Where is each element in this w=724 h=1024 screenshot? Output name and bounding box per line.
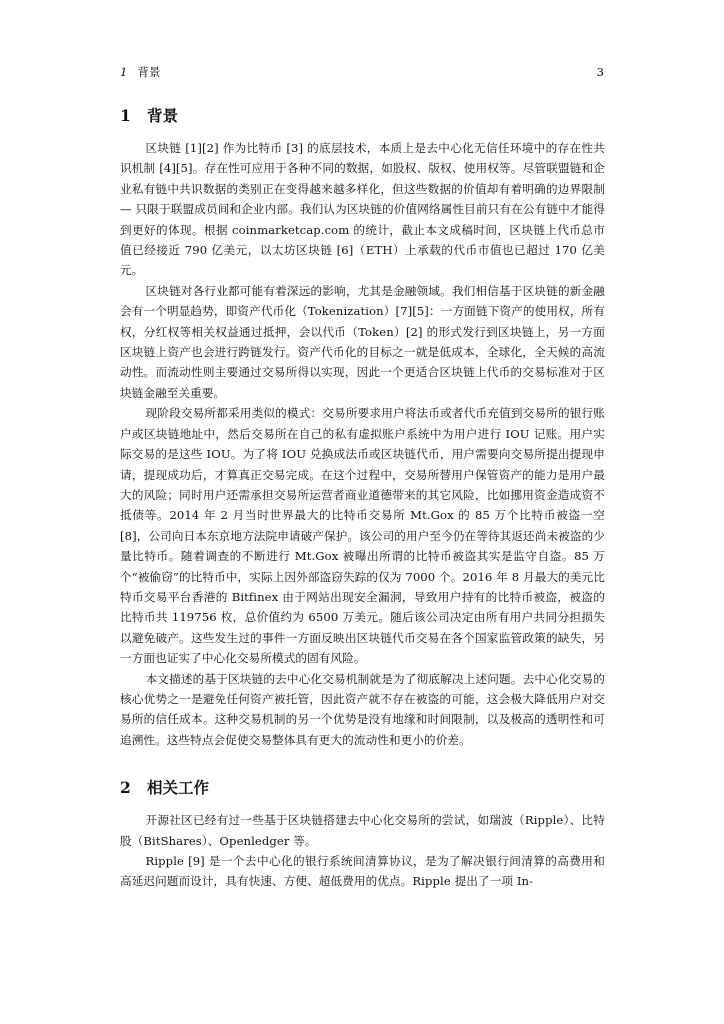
paragraph-ripple: Ripple [9] 是一个去中心化的银行系统间清算协议，是为了解决银行间清算的高费用和高延迟问题而设计，具有快速、方便、超低费用的优点。Ripple 提出了一项 In- [120, 854, 605, 889]
running-header-chapter [120, 64, 160, 80]
section-related-work [120, 776, 605, 892]
page-body [120, 104, 605, 892]
page-number: 3 [596, 65, 604, 79]
section-number: 2 [120, 778, 131, 798]
section-title: 相关工作 [147, 778, 210, 798]
chapter-title: 背景 [137, 65, 161, 79]
paragraph-blockchain-intro: 区块链 [1][2] 作为比特币 [3] 的底层技术，本质上是去中心化无信任环境中的存在性共识机制 [4][5]。存在性可应用于各种不同的数据，如股权、版权、使用权等。尽管联盟链和企业私有链中共识数据的类别正在变得越来越多样化，但这些数据的价值却有着明确的边界限制 — 只限于联盟成员间和企业内部。我们认为区块链的价值网络属性目前只有在公有链中才能得到更好的体现。根据 coinmarketcap.com 的统计，截止本文成稿时间，区块链上代币总市值已经接近 790 亿美元，以太坊区块链 [6]（ETH）上承载的代币市值也已超过 170 亿美元。 [120, 141, 605, 278]
section-background [120, 104, 605, 750]
section-heading-background [120, 104, 605, 128]
paragraph-tokenization: 区块链对各行业都可能有着深远的影响，尤其是金融领域。我们相信基于区块链的新金融会有一个明显趋势，即资产代币化（Tokenization）[7][5]：一方面链下资产的使用权，所有权，分红权等相关权益通过抵押，会以代币（Token）[2] 的形式发行到区块链上，另一方面区块链上资产也会进行跨链发行。资产代币化的目标之一就是低成本，全球化，全天候的高流动性。而流动性则主要通过交易所得以实现，因此一个更适合区块链上代币的交易标准对于区块链金融至关重要。 [120, 283, 605, 400]
paragraph-open-source-attempts: 开源社区已经有过一些基于区块链搭建去中心化交易所的尝试，如瑞波（Ripple）、比特股（BitShares）、Openledger 等。 [120, 813, 605, 848]
paragraph-decentralized-exchange: 本文描述的基于区块链的去中心化交易机制就是为了彻底解决上述问题。去中心化交易的核心优势之一是避免任何资产被托管，因此资产就不存在被盗的可能，这会极大降低用户对交易所的信任成本。这种交易机制的另一个优势是没有地缘和时间限制，以及极高的透明性和可追溯性。这些特点会促使交易整体具有更大的流动性和更小的价差。 [120, 671, 605, 747]
section-title: 背景 [147, 106, 179, 125]
chapter-number: 1 [120, 65, 128, 79]
section-heading-related-work [120, 776, 605, 800]
running-header [120, 64, 604, 80]
paragraph-exchange-risks: 现阶段交易所都采用类似的模式：交易所要求用户将法币或者代币充值到交易所的银行账户或区块链地址中，然后交易所在自己的私有虚拟账户系统中为用户进行 IOU 记账。用户实际交易的是这些 IOU。为了将 IOU 兑换成法币或区块链代币，用户需要向交易所提出提现申请，提现成功后，才算真正交易完成。在这个过程中，交易所替用户保管资产的能力是用户最大的风险；同时用户还需承担交易所运营者商业道德带来的其它风险，比如挪用资金造成资不抵债等。2014 年 2 月当时世界最大的比特币交易所 Mt.Gox 的 85 万个比特币被盗一空 [8]，公司向日本东京地方法院申请破产保护。该公司的用户至今仍在等待其返还尚未被盗的少量比特币。随着调查的不断进行 Mt.Gox 被曝出所谓的比特币被盗其实是监守自盗。85 万个“被偷窃”的比特币中，实际上因外部盗窃失踪的仅为 7000 个。2016 年 8 月最大的美元比特币交易平台香港的 Bitfinex 由于网站出现安全漏洞，导致用户持有的比特币被盗，被盗的比特币共 119756 枚，总价值约为 6500 万美元。随后该公司决定由所有用户共同分担损失以避免破产。这些发生过的事件一方面反映出区块链代币交易在各个国家监管政策的缺失，另一方面也证实了中心化交易所模式的固有风险。 [120, 406, 605, 666]
section-number: 1 [120, 106, 131, 125]
